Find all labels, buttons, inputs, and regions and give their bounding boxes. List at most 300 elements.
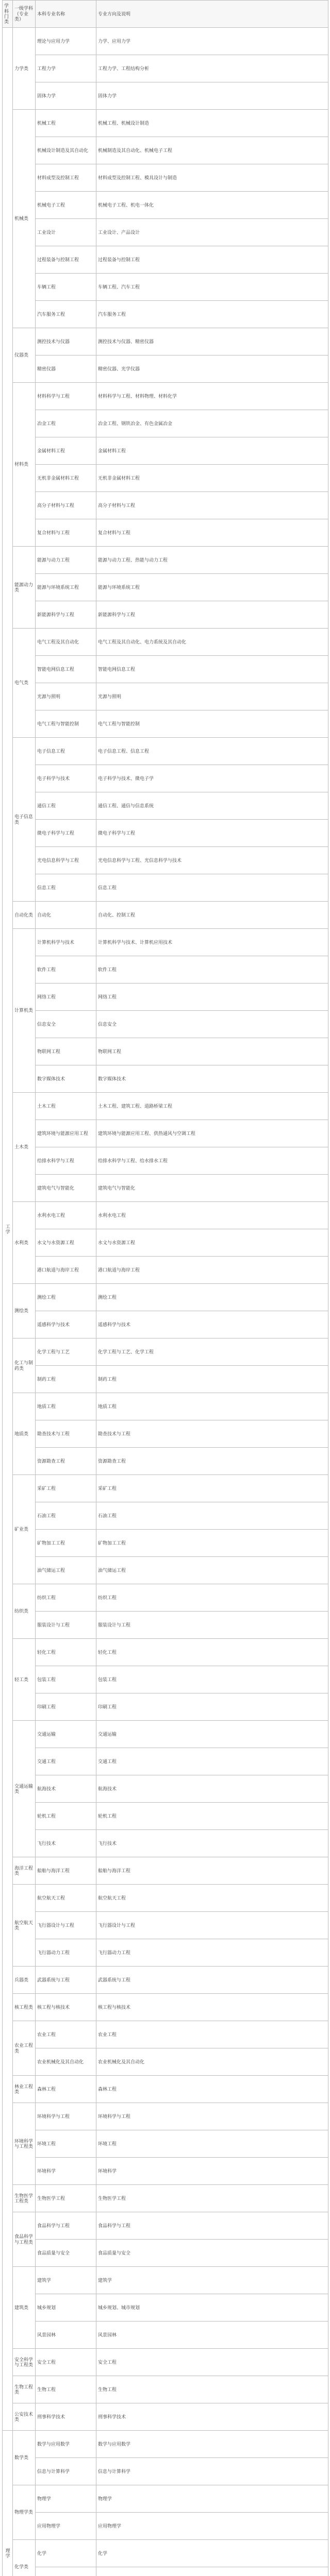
table-row [3,1967,328,1994]
major-name-cell: 信息工程 [36,874,96,902]
major-name-cell: 电气工程及其自动化 [36,629,96,656]
table-row [3,82,328,110]
major-name-cell: 食品质量与安全 [36,2240,96,2267]
direction-cell: 软件工程 [96,956,328,984]
major-name-cell: 信息与计算科学 [36,2458,96,2485]
subject-class-cell: 农业工程类 [13,2021,36,2076]
major-name-cell: 数学与应用数学 [36,2431,96,2458]
direction-cell: 微电子科学与工程 [96,820,328,847]
major-name-cell: 复合材料与工程 [36,519,96,547]
table-row [3,328,328,355]
major-name-cell: 光电信息科学与工程 [36,847,96,874]
table-row [3,2431,328,2458]
direction-cell: 勘查技术与工程 [96,1420,328,1448]
direction-cell: 光电信息科学与工程、光信息科学与技术 [96,847,328,874]
table-row [3,683,328,710]
subject-class-cell: 计算机类 [13,929,36,1093]
table-row [3,1475,328,1502]
subject-class-cell: 物理学类 [13,2485,36,2540]
direction-cell: 电子科学与技术、微电子学 [96,765,328,792]
direction-cell: 飞行技术 [96,1830,328,1857]
major-name-cell: 飞行器动力工程 [36,1939,96,1967]
subject-class-cell: 环境科学与工程类 [13,2103,36,2185]
subject-class-cell: 林业工程类 [13,2076,36,2103]
direction-cell: 食品科学与工程 [96,2212,328,2240]
major-name-cell: 电子信息工程 [36,738,96,765]
discipline-cell: 理学 [3,2431,13,2576]
major-name-cell: 建筑环境与能源应用工程 [36,1120,96,1147]
direction-cell: 数学与应用数学 [96,2431,328,2458]
major-name-cell: 工程力学 [36,55,96,82]
major-name-cell [36,2567,96,2576]
table-row [3,629,328,656]
subject-class-cell: 海洋工程类 [13,1857,36,1885]
table-row [3,2376,328,2403]
subject-class-cell: 电子信息类 [13,738,36,902]
direction-cell: 水利水电工程 [96,1202,328,1229]
direction-cell: 刑事科学技术 [96,2403,328,2431]
major-name-cell: 勘查技术与工程 [36,1420,96,1448]
direction-cell: 船舶与海洋工程 [96,1857,328,1885]
table-row [3,410,328,437]
subject-class-cell: 公安技术类 [13,2403,36,2431]
table-row [3,792,328,820]
direction-cell: 化学工程与工艺、化学工程 [96,1338,328,1366]
major-name-cell: 资源勘查工程 [36,1448,96,1475]
table-row [3,383,328,410]
direction-cell: 测绘工程 [96,1284,328,1311]
major-name-cell: 汽车服务工程 [36,301,96,328]
direction-cell: 通信工程、通信与信息系统 [96,792,328,820]
major-name-cell: 地质工程 [36,1393,96,1420]
direction-cell: 油气储运工程 [96,1557,328,1584]
direction-cell: 汽车服务工程 [96,301,328,328]
direction-cell: 车辆工程、汽车工程 [96,274,328,301]
subject-class-cell: 化学类 [13,2540,36,2576]
direction-cell: 环境科学 [96,2158,328,2185]
subject-class-cell: 土木类 [13,1093,36,1202]
table-row [3,820,328,847]
direction-cell: 数字媒体技术 [96,1065,328,1093]
major-name-cell: 建筑学 [36,2267,96,2294]
direction-cell: 机械工程、机械设计制造 [96,110,328,137]
direction-cell: 轻化工程 [96,1639,328,1666]
direction-cell: 给排水科学与工程、给水排水工程 [96,1147,328,1175]
direction-cell: 测控技术与仪器、精密仪器 [96,328,328,355]
major-name-cell: 给排水科学与工程 [36,1147,96,1175]
subject-class-cell: 仪器类 [13,328,36,383]
table-row [3,301,328,328]
table-row [3,437,328,465]
direction-cell: 能源与动力工程、热能与动力工程 [96,547,328,574]
subject-class-cell: 电气类 [13,629,36,738]
major-name-cell: 能源与环境系统工程 [36,574,96,601]
direction-cell: 武器系统与工程 [96,1967,328,1994]
table-row [3,1639,328,1666]
table-row [3,1530,328,1557]
major-name-cell: 冶金工程 [36,410,96,437]
table-row [3,2349,328,2376]
direction-cell: 光源与照明 [96,683,328,710]
table-row [3,1038,328,1065]
table-row [3,1338,328,1366]
major-name-cell: 无机非金属材料工程 [36,465,96,492]
major-name-cell: 车辆工程 [36,274,96,301]
direction-cell [96,2567,328,2576]
major-name-cell: 森林工程 [36,2076,96,2103]
table-row [3,2458,328,2485]
major-name-cell: 软件工程 [36,956,96,984]
major-name-cell: 应用物理学 [36,2513,96,2540]
direction-cell: 过程装备与控制工程 [96,246,328,274]
major-name-cell: 生物工程 [36,2376,96,2403]
major-name-cell: 印刷工程 [36,1693,96,1721]
major-name-cell: 智能电网信息工程 [36,656,96,683]
table-row [3,656,328,683]
direction-cell: 机械电子工程、机电一体化 [96,192,328,219]
table-row [3,2567,328,2576]
major-name-cell: 物联网工程 [36,1038,96,1065]
major-name-cell: 光源与照明 [36,683,96,710]
direction-cell: 印刷工程 [96,1693,328,1721]
direction-cell: 力学、应用力学 [96,28,328,55]
direction-cell: 服装设计与工程 [96,1612,328,1639]
table-row [3,1775,328,1803]
direction-cell: 包装工程 [96,1666,328,1693]
major-name-cell: 食品科学与工程 [36,2212,96,2240]
major-name-cell: 材料成型及控制工程 [36,164,96,192]
table-row [3,192,328,219]
major-name-cell: 机械电子工程 [36,192,96,219]
major-name-cell: 过程装备与控制工程 [36,246,96,274]
table-row [3,2513,328,2540]
table-row [3,2403,328,2431]
subject-class-cell: 机械类 [13,110,36,328]
table-row [3,738,328,765]
major-name-cell: 船舶与海洋工程 [36,1857,96,1885]
direction-cell: 矿物加工工程 [96,1530,328,1557]
table-row [3,1420,328,1448]
direction-cell: 冶金工程、钢铁冶金、有色金属冶金 [96,410,328,437]
direction-cell: 无机非金属材料工程 [96,465,328,492]
direction-cell: 纺织工程 [96,1584,328,1612]
table-row [3,1093,328,1120]
direction-cell: 交通工程 [96,1748,328,1775]
direction-cell: 建筑环境与能源应用工程、供热通风与空调工程 [96,1120,328,1147]
table-row [3,2048,328,2076]
table-row [3,2103,328,2130]
major-name-cell: 飞行技术 [36,1830,96,1857]
major-name-cell: 水文与水资源工程 [36,1229,96,1257]
table-row [3,1284,328,1311]
direction-cell: 石油工程 [96,1502,328,1530]
direction-cell: 材料科学与工程、材料物理、材料化学 [96,383,328,410]
direction-cell: 计算机科学与技术、计算机应用技术 [96,929,328,956]
table-row [3,1202,328,1229]
subject-class-cell: 生物医学工程类 [13,2185,36,2212]
table-row [3,492,328,519]
direction-cell: 物联网工程 [96,1038,328,1065]
table-row [3,547,328,574]
subject-class-cell: 纺织类 [13,1584,36,1639]
table-row [3,1065,328,1093]
direction-cell: 金属材料工程 [96,437,328,465]
direction-cell: 交通运输 [96,1721,328,1748]
major-name-cell: 航海技术 [36,1775,96,1803]
table-row [3,1120,328,1147]
major-name-cell: 工业设计 [36,219,96,246]
table-row [3,984,328,1011]
direction-cell: 安全工程 [96,2349,328,2376]
table-row [3,110,328,137]
major-name-cell: 风景园林 [36,2321,96,2349]
major-name-cell: 能源与动力工程 [36,547,96,574]
direction-cell: 港口航道与海岸工程 [96,1257,328,1284]
direction-cell: 固体力学 [96,82,328,110]
table-row [3,847,328,874]
major-name-cell: 新能源科学与工程 [36,601,96,629]
table-body [3,28,328,2576]
major-name-cell: 航空航天工程 [36,1885,96,1912]
direction-cell: 建筑学 [96,2267,328,2294]
table-row [3,2240,328,2267]
major-name-cell: 机械工程 [36,110,96,137]
direction-cell: 制药工程 [96,1366,328,1393]
table-row [3,1229,328,1257]
direction-cell: 环境科学与工程 [96,2103,328,2130]
direction-cell: 农业机械化及其自动化 [96,2048,328,2076]
subject-class-cell: 能源动力类 [13,547,36,629]
direction-cell: 森林工程 [96,2076,328,2103]
major-name-cell: 石油工程 [36,1502,96,1530]
table-row [3,2540,328,2567]
major-name-cell: 土木工程 [36,1093,96,1120]
table-row [3,2021,328,2048]
table-row [3,1721,328,1748]
table-row [3,1257,328,1284]
table-row [3,1693,328,1721]
direction-cell: 航空航天工程 [96,1885,328,1912]
table-row [3,1803,328,1830]
subject-class-cell: 材料类 [13,383,36,547]
direction-cell: 智能电网信息工程 [96,656,328,683]
direction-cell: 风景园林 [96,2321,328,2349]
table-row [3,1147,328,1175]
major-name-cell: 环境工程 [36,2130,96,2158]
table-row [3,1830,328,1857]
subject-class-cell: 化工与制药类 [13,1338,36,1393]
subject-class-cell: 航空航天类 [13,1885,36,1967]
table-row [3,1448,328,1475]
direction-cell: 机械制造及其自动化、机械电子工程 [96,137,328,164]
table-row [3,2185,328,2212]
table-header [3,1,328,28]
direction-cell: 轮机工程 [96,1803,328,1830]
direction-cell: 电子信息工程、信息工程 [96,738,328,765]
table-row [3,465,328,492]
table-row [3,355,328,383]
major-name-cell: 理论与应用力学 [36,28,96,55]
subject-class-cell: 轻工类 [13,1639,36,1721]
direction-cell: 土木工程、建筑工程、道路桥梁工程 [96,1093,328,1120]
major-name-cell: 物理学 [36,2485,96,2513]
table-row [3,2294,328,2321]
table-row [3,246,328,274]
major-name-cell: 城乡规划 [36,2294,96,2321]
major-name-cell: 矿物加工工程 [36,1530,96,1557]
table-row [3,2212,328,2240]
major-name-cell: 高分子材料与工程 [36,492,96,519]
major-name-cell: 建筑电气与智能化 [36,1175,96,1202]
major-name-cell: 环境科学 [36,2158,96,2185]
table-row [3,1557,328,1584]
direction-cell: 应用物理学 [96,2513,328,2540]
table-row [3,1366,328,1393]
table-row [3,2158,328,2185]
major-name-cell: 服装设计与工程 [36,1612,96,1639]
direction-cell: 农业工程 [96,2021,328,2048]
major-name-cell: 数字媒体技术 [36,1065,96,1093]
table-row [3,929,328,956]
table-row [3,1393,328,1420]
direction-cell: 电气工程及其自动化、电力系统及其自动化 [96,629,328,656]
major-name-cell: 材料科学与工程 [36,383,96,410]
direction-cell: 生物工程 [96,2376,328,2403]
table-row [3,274,328,301]
table-row [3,765,328,792]
major-name-cell: 轮机工程 [36,1803,96,1830]
major-name-cell: 农业工程 [36,2021,96,2048]
direction-cell: 食品质量与安全 [96,2240,328,2267]
header-row [3,1,328,28]
major-name-cell: 信息安全 [36,1011,96,1038]
table-row [3,55,328,82]
major-name-cell: 微电子科学与工程 [36,820,96,847]
table-row [3,1748,328,1775]
table-row [3,519,328,547]
direction-cell: 信息安全 [96,1011,328,1038]
direction-cell: 核工程与核技术 [96,1994,328,2021]
table-row [3,137,328,164]
major-name-cell: 核工程与核技术 [36,1994,96,2021]
table-row [3,1912,328,1939]
direction-cell: 信息与计算科学 [96,2458,328,2485]
direction-cell: 复合材料与工程 [96,519,328,547]
major-name-cell: 电子科学与技术 [36,765,96,792]
subject-class-cell: 建筑类 [13,2267,36,2349]
subject-class-cell: 兵器类 [13,1967,36,1994]
subject-class-cell: 水利类 [13,1202,36,1284]
table-row [3,1011,328,1038]
major-name-cell: 通信工程 [36,792,96,820]
table-row [3,1994,328,2021]
major-name-cell: 轻化工程 [36,1639,96,1666]
direction-cell: 化学 [96,2540,328,2567]
direction-cell: 高分子材料与工程 [96,492,328,519]
direction-cell: 资源勘查工程 [96,1448,328,1475]
major-name-cell: 机械设计制造及其自动化 [36,137,96,164]
table-row [3,2485,328,2513]
table-row [3,902,328,929]
major-name-cell: 包装工程 [36,1666,96,1693]
subject-class-cell: 交通运输类 [13,1721,36,1857]
subject-class-cell: 核工程类 [13,1994,36,2021]
direction-cell: 地质工程 [96,1393,328,1420]
major-name-cell: 纺织工程 [36,1584,96,1612]
major-name-cell: 遥感科学与技术 [36,1311,96,1338]
major-name-cell: 农业机械化及其自动化 [36,2048,96,2076]
major-name-cell: 固体力学 [36,82,96,110]
table-row [3,1857,328,1885]
direction-cell: 生物医学工程 [96,2185,328,2212]
major-name-cell: 生物医学工程 [36,2185,96,2212]
table-row [3,601,328,629]
subject-class-cell: 自动化类 [13,902,36,929]
major-name-cell: 精密仪器 [36,355,96,383]
major-name-cell: 测绘工程 [36,1284,96,1311]
direction-cell: 网络工程 [96,984,328,1011]
major-name-cell: 油气储运工程 [36,1557,96,1584]
table-row [3,2076,328,2103]
direction-cell: 城乡规划、城市规划 [96,2294,328,2321]
table-row [3,956,328,984]
major-name-cell: 计算机科学与技术 [36,929,96,956]
table-row [3,219,328,246]
direction-cell: 信息工程 [96,874,328,902]
direction-cell: 水文与水资源工程 [96,1229,328,1257]
subject-class-cell: 矿业类 [13,1475,36,1584]
header-direction: 专业方向及说明 [96,1,328,28]
direction-cell: 环境工程 [96,2130,328,2158]
subject-class-cell: 测绘类 [13,1284,36,1338]
table-row [3,710,328,738]
subject-class-cell: 地质类 [13,1393,36,1475]
direction-cell: 电气工程与智能控制 [96,710,328,738]
major-name-cell: 环境科学与工程 [36,2103,96,2130]
direction-cell: 飞行器设计与工程 [96,1912,328,1939]
subject-class-cell: 力学类 [13,28,36,110]
table-row [3,1584,328,1612]
direction-cell: 新能源科学与工程 [96,601,328,629]
table-row [3,2130,328,2158]
table-row [3,1311,328,1338]
major-name-cell: 飞行器设计与工程 [36,1912,96,1939]
major-name-cell: 港口航道与海岸工程 [36,1257,96,1284]
major-name-cell: 网络工程 [36,984,96,1011]
direction-cell: 自动化、控制工程 [96,902,328,929]
major-name-cell: 化学 [36,2540,96,2567]
header-discipline: 学科门类 [3,1,13,28]
direction-cell: 飞行器动力工程 [96,1939,328,1967]
direction-cell: 精密仪器、光学仪器 [96,355,328,383]
major-name-cell: 武器系统与工程 [36,1967,96,1994]
discipline-cell: 工学 [3,28,13,2431]
major-name-cell: 采矿工程 [36,1475,96,1502]
direction-cell: 工业设计、产品设计 [96,219,328,246]
major-name-cell: 制药工程 [36,1366,96,1393]
header-major-name: 本科专业名称 [36,1,96,28]
major-table [2,0,328,2576]
direction-cell: 能源与环境系统工程 [96,574,328,601]
direction-cell: 材料成型及控制工程、模具设计与制造 [96,164,328,192]
major-name-cell: 水利水电工程 [36,1202,96,1229]
major-name-cell: 自动化 [36,902,96,929]
header-subject-class: 一级学科（专业类） [13,1,36,28]
table-row [3,1175,328,1202]
direction-cell: 航海技术 [96,1775,328,1803]
table-row [3,874,328,902]
direction-cell: 采矿工程 [96,1475,328,1502]
